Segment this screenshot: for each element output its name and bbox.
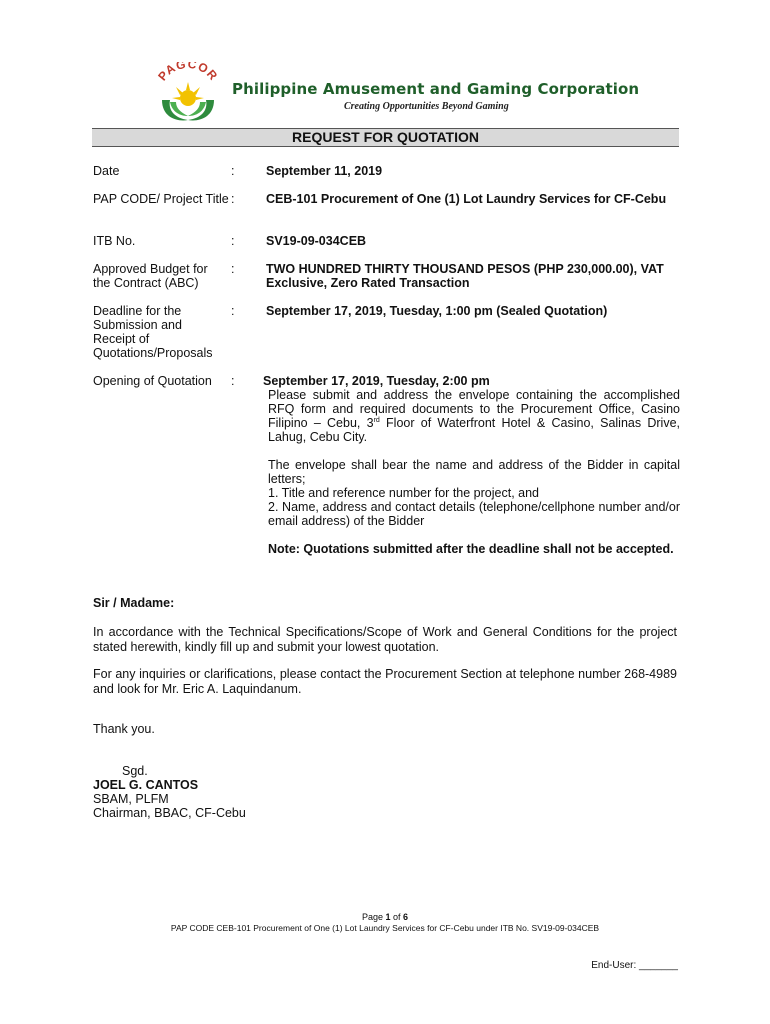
org-name: Philippine Amusement and Gaming Corporation (232, 80, 640, 98)
pagcor-logo (148, 62, 228, 124)
letter-paragraph-2: For any inquiries or clarifications, please contact the Procurement Section at telephone number 268-4989 and look for Mr. Eric A. Laquindanum. (93, 667, 677, 696)
footer-reference: PAP CODE CEB-101 Procurement of One (1) Lot Laundry Services for CF-Cebu under ITB No. SV19-09-034CEB (170, 923, 600, 933)
field-label-abc: Approved Budget for the Contract (ABC) (93, 262, 208, 290)
colon: : (231, 192, 235, 206)
document-title: REQUEST FOR QUOTATION (92, 128, 679, 147)
signatory-name: JOEL G. CANTOS (93, 778, 199, 792)
thank-you: Thank you. (93, 722, 155, 736)
colon: : (231, 262, 235, 276)
signed-mark: Sgd. (122, 764, 148, 778)
envelope-instructions: The envelope shall bear the name and address of the Bidder in capital letters; (268, 458, 680, 486)
logo-lettering: PAGCOR (155, 62, 221, 84)
colon: : (231, 234, 235, 248)
field-label-date: Date (93, 164, 120, 178)
colon: : (231, 374, 235, 388)
letter-paragraph-1: In accordance with the Technical Specifications/Scope of Work and General Conditions for the project stated herewith, kindly fill up and submit your lowest quotation. (93, 625, 677, 654)
page-number: Page 1 of 6 (361, 912, 409, 922)
field-label-pap-code: PAP CODE/ Project Title (93, 192, 229, 206)
field-value-opening: September 17, 2019, Tuesday, 2:00 pm (263, 374, 490, 388)
field-label-deadline: Deadline for the Submission and Receipt of Quotations/Proposals (93, 304, 213, 360)
deadline-note: Note: Quotations submitted after the deadline shall not be accepted. (268, 542, 674, 556)
envelope-item-2: 2. Name, address and contact details (telephone/cellphone number and/or email address) of the Bidder (268, 500, 680, 528)
salutation: Sir / Madame: (93, 596, 175, 610)
signatory-title-1: SBAM, PLFM (93, 792, 169, 806)
svg-text:PAGCOR (155, 62, 221, 83)
field-value-itb-no: SV19-09-034CEB (266, 234, 367, 248)
signatory-title-2: Chairman, BBAC, CF-Cebu (93, 806, 246, 820)
colon: : (231, 164, 235, 178)
field-value-pap-code: CEB-101 Procurement of One (1) Lot Laundry Services for CF-Cebu (266, 192, 667, 206)
field-value-deadline: September 17, 2019, Tuesday, 1:00 pm (Sealed Quotation) (266, 304, 608, 318)
submission-instructions: Please submit and address the envelope containing the accomplished RFQ form and required documents to the Procurement Office, Casino Filipino – Cebu, 3rd Floor of Waterfront Hotel & Casino, Salinas Drive, Lahug, Cebu City. (268, 388, 680, 444)
field-label-opening: Opening of Quotation (93, 374, 212, 388)
field-value-date: September 11, 2019 (266, 164, 383, 178)
colon: : (231, 304, 235, 318)
field-label-itb-no: ITB No. (93, 234, 136, 248)
end-user-field: End-User: _______ (591, 960, 678, 971)
tagline: Creating Opportunities Beyond Gaming (344, 101, 509, 112)
field-value-abc: TWO HUNDRED THIRTY THOUSAND PESOS (PHP 230,000.00), VAT Exclusive, Zero Rated Transaction (266, 262, 664, 290)
envelope-item-1: 1. Title and reference number for the project, and (268, 486, 539, 500)
